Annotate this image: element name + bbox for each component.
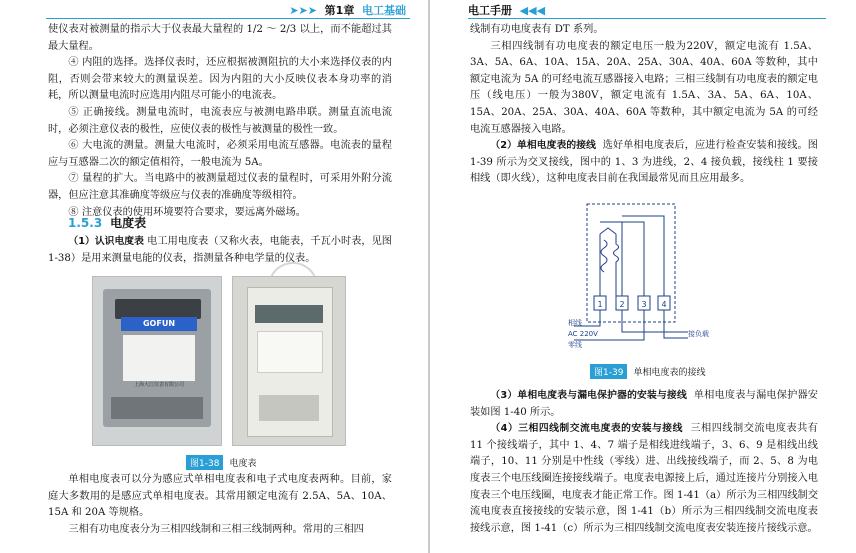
coil-top <box>600 228 616 234</box>
right-body-top <box>470 22 818 188</box>
meter-window <box>115 299 201 319</box>
terminal-label: 1 <box>597 300 603 309</box>
header-arrows: ◀◀◀ <box>519 4 546 17</box>
label-phase: 相线 <box>568 319 582 327</box>
load-wire-neutral <box>664 310 688 338</box>
lead-4 <box>622 216 664 296</box>
intro-text: 电工用电度表（又称火表，电能表，千瓦小时表，见图 1-38）是用来测量电能的仪表，指测量各种电学量的仪表。 <box>48 236 392 264</box>
left-header-rule <box>46 18 410 19</box>
right-page <box>428 0 856 553</box>
meter-dial-face <box>123 335 195 381</box>
meter-nameplate <box>257 331 323 373</box>
terminal-label: 3 <box>641 300 647 309</box>
right-header-rule <box>468 18 826 19</box>
figure-number: 图1-39 <box>590 364 627 379</box>
header-chapter: 第1章 <box>324 4 355 17</box>
label-load: 接负载 <box>688 330 709 338</box>
left-body-bottom <box>48 472 392 538</box>
right-body-bottom <box>470 388 818 537</box>
meter-terminals <box>259 395 319 421</box>
right-running-header <box>468 2 545 18</box>
figure-caption <box>186 455 256 470</box>
lcd-display <box>255 305 323 323</box>
terminal-label: 2 <box>619 300 625 309</box>
wiring-label: （2）单相电度表的接线 <box>490 140 596 152</box>
paragraph: 线制有功电度表有 DT 系列。 <box>470 24 604 35</box>
label-neutral: 零线 <box>568 341 582 349</box>
item3-text: 单相电度表与漏电保护器安装如图 1-40 所示。 <box>470 390 818 418</box>
label-ac: AC 220V <box>568 330 598 338</box>
paragraph: ⑧ 注意仪表的使用环境要符合要求，要远离外磁场。 <box>68 206 306 218</box>
diagram-left-labels <box>568 318 598 351</box>
photo-induction-meter <box>92 276 222 446</box>
terminal-label: 4 <box>661 300 667 309</box>
meter-maker: 上海大江仪表有限公司 <box>133 382 184 388</box>
figure-caption-text: 单相电度表的接线 <box>633 368 706 378</box>
figure-caption-text: 电度表 <box>229 459 257 469</box>
current-coil <box>601 240 607 272</box>
voltage-coil <box>614 234 619 296</box>
paragraph: 单相电度表可以分为感应式单相电度表和电子式电度表两种。目前，家庭大多数用的是感应式单相电度表。其常用额定电流有 2.5A、5A、10A、15A 和 20A 等规格。 <box>48 474 392 519</box>
item4-label: （4）三相四线制交流电度表的安装与接线 <box>490 423 683 435</box>
header-book-title: 电工手册 <box>468 4 512 17</box>
left-running-header <box>289 2 406 18</box>
load-wire-phase <box>622 310 688 332</box>
section-heading <box>68 214 146 231</box>
header-arrows: ➤➤➤ <box>289 4 317 17</box>
meter-brand: GOFUN <box>121 317 197 331</box>
left-body-top <box>48 22 392 221</box>
paragraph: ④ 内阻的选择。选择仪表时，还应根据被测阻抗的大小来选择仪表的内阻，否则会带来较大的测量误差。因为内阻的大小反映仪表本身功率的消耗，所以测量电流时应选用内阻尽可能小的电流表。 <box>48 57 392 102</box>
section-title: 电度表 <box>110 216 147 230</box>
paragraph: ⑦ 量程的扩大。当电路中的被测量超过仪表的量程时，可采用外附分流器，但应注意其准确度等级应与仪表的准确度等级相符。 <box>48 173 392 201</box>
intro-label: （1）认识电度表 <box>68 236 144 247</box>
paragraph: ⑤ 正确接线。测量电流时，电流表应与被测电路串联。测量直流电流时，必须注意仪表的极性，应使仪表的极性与被测量的极性一致。 <box>48 106 392 135</box>
section-number: 1.5.3 <box>68 216 103 230</box>
paragraph: 三相有功电度表分为三相四线制和三相三线制两种。常用的三相四 <box>68 523 364 535</box>
paragraph: 使仪表对被测量的指示大于仪表最大量程的 1/2 ～ 2/3 以上，而不能超过其最大量程。 <box>48 24 392 52</box>
wiring-text: 选好单相电度表后，应进行检查安装和接线。图 1-39 所示为交叉接线，图中的 1、3 为进线，2、4 接负载，接线柱 1 要接相线（即火线），这种电度表目前在我国最常见而且应用最多。 <box>470 140 818 185</box>
meter-terminal-cover <box>111 397 203 419</box>
paragraph: 三相四线制有功电度表的额定电压一般为220V，额定电流有 1.5A、3A、5A、6A、10A、15A、20A、25A、30A、40A、60A 等数种，其中额定电流为 5A 的可经电流互感器接入电路；三相三线制有功电度表的额定电压（线电压）一般为380V，额定电流有 1.5A、3A、5A、6A、10A、15A、20A、25A、30A、40A、60A 等数种，其中额定电流为 5A 的可经电流互感器接入电路。 <box>470 40 818 135</box>
photo-electronic-meter <box>232 276 346 446</box>
figure-number: 图1-38 <box>186 455 223 470</box>
item3-label: （3）单相电度表与漏电保护器的安装与接线 <box>490 390 687 401</box>
intro-paragraph <box>48 234 392 267</box>
paragraph: ⑥ 大电流的测量。测量大电流时，必须采用电流互感器。电流表的量程应与互感器二次的额定值相符，一般电流为 5A。 <box>48 140 392 168</box>
header-chapter-title: 电工基础 <box>362 4 406 17</box>
item4-text: 三相四线制交流电度表共有 11 个接线端子，其中 1、4、7 端子是相线进线端子，3、6、9 是相线出线端子，10、11 分别是中性线（零线）进、出线接线端子，而 2、5、8 为电度表三个电压线圈连接接线端子。电度表电源接上后，通过连接片分别接入电度表三个电压线圈，电度表才能正常工作。图 1-41（a）所示为三相四线制交流电度表直接接线的安装示意，图 1-41（b）所示为三相四线制交流电度表接线示意，图 1-41（c）所示为三相四线制交流电度表安装连接片接线示意。 <box>470 423 819 534</box>
figure-caption <box>590 364 705 379</box>
